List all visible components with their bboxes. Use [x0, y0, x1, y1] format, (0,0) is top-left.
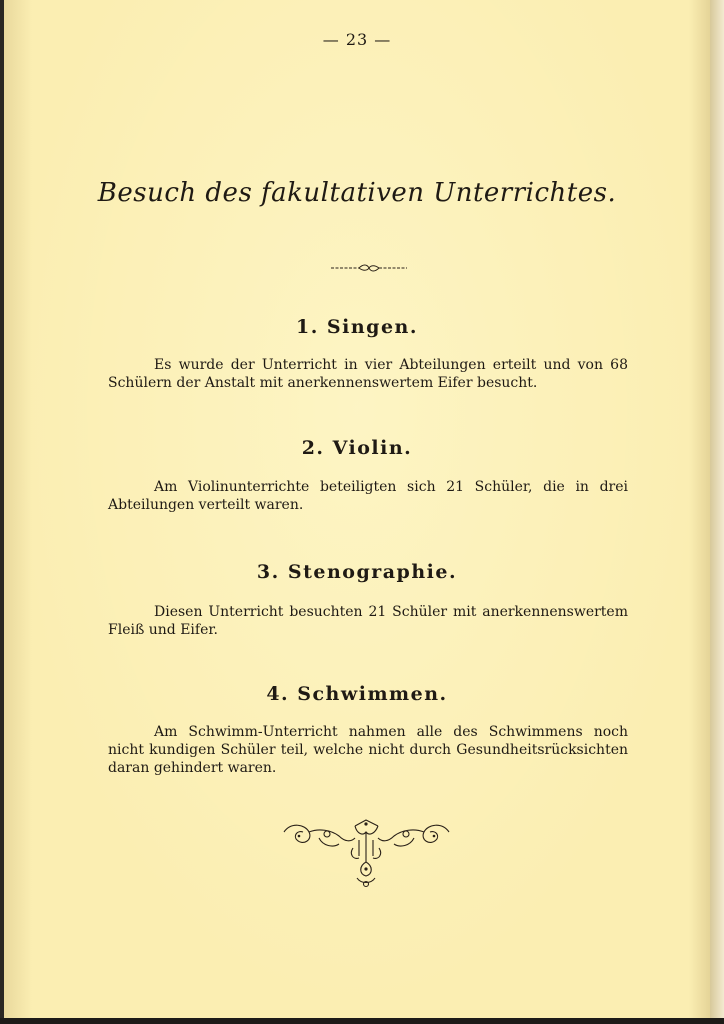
- page-edge: [710, 0, 724, 1024]
- section-text-stenographie: Diesen Unterricht besuchten 21 Schüler mit anerkennenswertem Fleiß und Eifer.: [108, 604, 628, 638]
- section-text-singen: Es wurde der Unterricht in vier Abteilungen erteilt und von 68 Schülern der Anstalt mit anerkennenswertem Eifer besucht.: [108, 357, 628, 391]
- section-heading-schwimmen: 4. Schwimmen.: [266, 683, 448, 705]
- page-number: — 23 —: [322, 30, 392, 49]
- document-page: [4, 0, 710, 1018]
- ornamental-rule-icon: [329, 262, 409, 274]
- section-heading-singen: 1. Singen.: [295, 316, 418, 338]
- section-text-schwimmen: Am Schwimm-Unterricht nahmen alle des Schwimmens noch nicht kundigen Schüler teil, welche nicht durch Gesundheitsrücksichten daran gehindert waren.: [108, 724, 628, 776]
- page-title: Besuch des fakultativen Unterrichtes.: [97, 178, 617, 208]
- section-heading-violin: 2. Violin.: [301, 437, 413, 459]
- floral-vignette-icon: [279, 818, 454, 890]
- section-heading-stenographie: 3. Stenographie.: [256, 561, 458, 583]
- section-text-violin: Am Violinunterrichte beteiligten sich 21 Schüler, die in drei Abteilungen verteilt waren.: [108, 479, 628, 513]
- scan-border: [0, 1018, 724, 1024]
